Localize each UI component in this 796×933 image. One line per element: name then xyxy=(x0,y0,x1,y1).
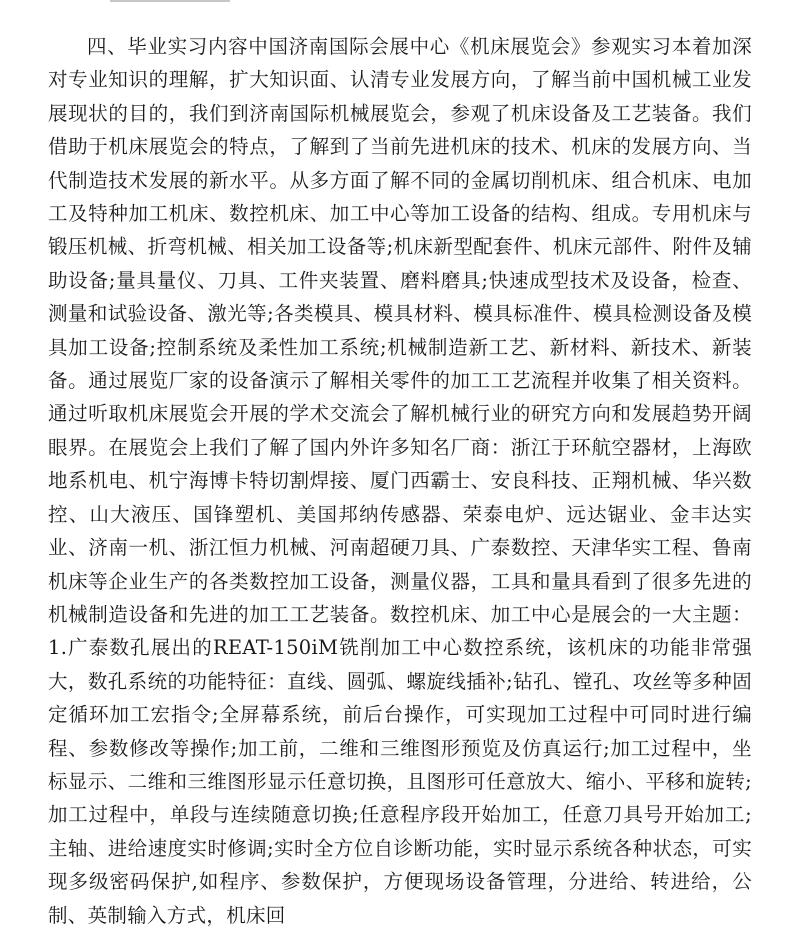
body-paragraph: 四、毕业实习内容中国济南国际会展中心《机床展览会》参观实习本着加深对专业知识的理解，扩大知识面、认清专业发展方向，了解当前中国机械工业发展现状的目的，我们到济南国际机械展览会，参观了机床设备及工艺装备。我们借助于机床展览会的特点，了解到了当前先进机床的技术、机床的发展方向、当代制造技术发展的新水平。从多方面了解不同的金属切削机床、组合机床、电加工及特种加工机床、数控机床、加工中心等加工设备的结构、组成。专用机床与锻压机械、折弯机械、相关加工设备等;机床新型配套件、机床元部件、附件及辅助设备;量具量仪、刀具、工件夹装置、磨料磨具;快速成型技术及设备，检查、测量和试验设备、激光等;各类模具、模具材料、模具标准件、模具检测设备及模具加工设备;控制系统及柔性加工系统;机械制造新工艺、新材料、新技术、新装备。通过展览厂家的设备演示了解相关零件的加工工艺流程并收集了相关资料。通过听取机床展览会开展的学术交流会了解机械行业的研究方向和发展趋势开阔眼界。在展览会上我们了解了国内外许多知名厂商：浙江于环航空器材，上海欧地系机电、机宁海博卡特切割焊接、厦门西霸士、安良科技、正翔机械、华兴数控、山大液压、国锋塑机、美国邦纳传感器、荣泰电炉、远达锯业、金丰达实业、济南一机、浙江恒力机械、河南超硬刀具、广泰数控、天津华实工程、鲁南机床等企业生产的各类数控加工设备，测量仪器，工具和量具看到了很多先进的机械制造设备和先进的加工工艺装备。数控机床、加工中心是展会的一大主题：1.广泰数孔展出的REAT-150iM铣削加工中心数控系统，该机床的功能非常强大，数孔系统的功能特征：直线、圆弧、螺旋线插补;钻孔、镗孔、攻丝等多种固定循环加工宏指令;全屏幕系统，前后台操作，可实现加工过程中可同时进行编程、参数修改等操作;加工前，二维和三维图形预览及仿真运行;加工过程中，坐标显示、二维和三维图形显示任意切换，且图形可任意放大、缩小、平移和旋转;加工过程中，单段与连续随意切换;任意程序段开始加工，任意刀具号开始加工;主轴、进给速度实时修调;实时全方位自诊断功能，实时显示系统各种状态，可实现多级密码保护,如程序、参数保护，方便现场设备管理，分进给、转进给，公制、英制输入方式，机床回 xyxy=(48,35,752,927)
text-fragment-mark xyxy=(110,0,230,2)
previous-line-fragment xyxy=(110,0,310,2)
